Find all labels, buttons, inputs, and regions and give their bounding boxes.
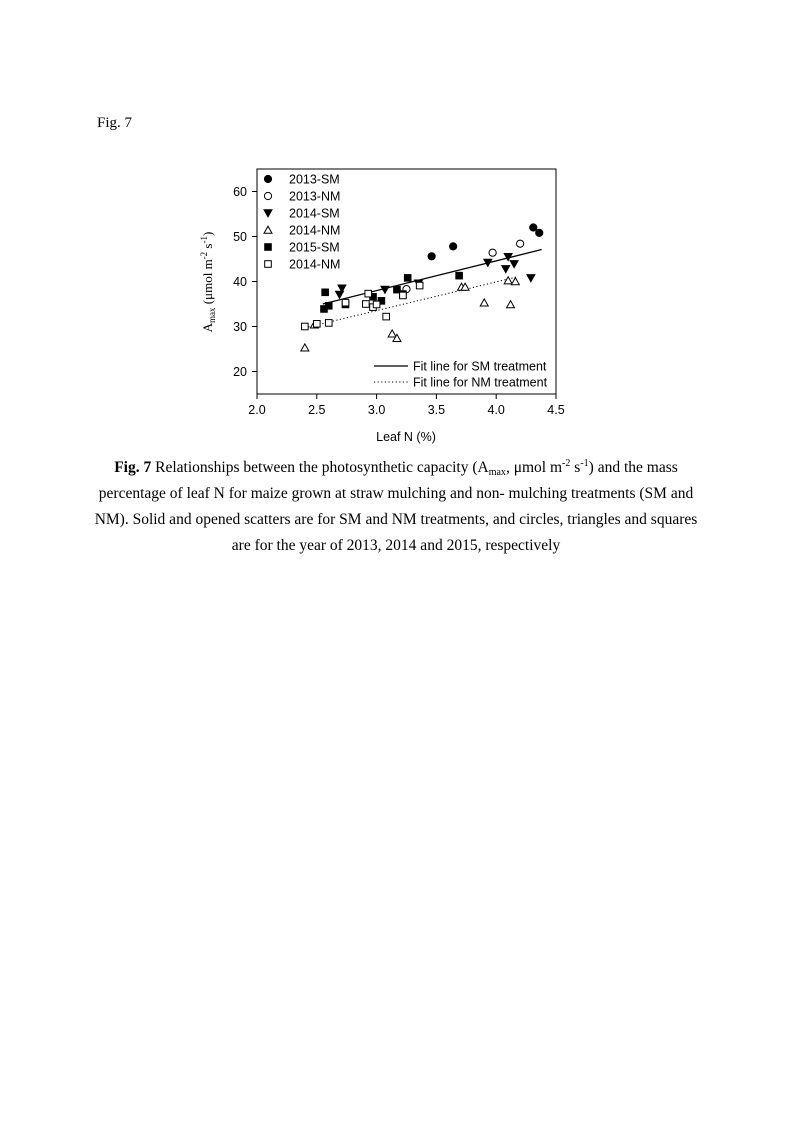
x-tick-label: 3.5 [427,403,446,417]
caption-sup-2: -1 [580,458,589,469]
legend-fit-label: Fit line for SM treatment [413,359,547,374]
y-axis-label-part: s [200,243,215,252]
figure-caption [90,455,702,559]
data-point [507,301,515,308]
legend-fit-label: Fit line for NM treatment [413,375,548,390]
y-tick-label: 40 [233,275,247,289]
legend-label: 2013-SM [289,172,340,187]
data-point [322,289,329,296]
legend-marker [265,244,272,251]
data-point [502,266,510,273]
data-point [416,282,423,289]
legend-marker [265,261,272,268]
y-axis-label-part: max [207,307,217,323]
data-point [404,275,411,282]
caption-text-3: s [570,459,581,476]
legend-marker [264,226,272,233]
data-point [325,303,332,310]
data-point [511,278,519,285]
data-point [530,224,537,231]
caption-text-4: ) and the mass percentage of leaf N for maize grown at straw mulching and non- mulching treatments (SM and NM). Solid and opened scatters are for SM and NM treatments, and circles, triangles and squares are for the year of 2013, 2014 and 2015, respectively [94,459,698,554]
data-point [536,229,543,236]
y-tick-label: 30 [233,320,247,334]
legend-label: 2013-NM [289,189,341,204]
caption-sub: max [488,467,506,478]
y-axis-label-part: ) [200,231,215,236]
data-point [489,249,496,256]
data-point [365,290,372,297]
x-tick-label: 2.5 [308,403,326,417]
legend-label: 2014-NM [289,257,341,272]
legend-marker [264,175,271,182]
figure-label: Fig. 7 [97,115,133,131]
y-axis-label-part: (μmol m [200,259,215,308]
caption-sup-1: -2 [562,458,571,469]
data-point [428,253,435,260]
data-point [301,344,309,351]
y-axis-label [199,232,217,333]
x-tick-label: 2.0 [248,403,266,417]
y-tick-label: 20 [233,365,247,379]
legend-marker [264,210,272,217]
legend-label: 2015-SM [289,240,340,255]
y-axis-label-part: -2 [199,251,209,260]
legend-marker [264,192,271,199]
x-tick-label: 3.0 [367,403,386,417]
x-axis-label: Leaf N (%) [376,430,436,444]
data-point [314,321,321,328]
y-tick-label: 50 [233,230,247,244]
caption-text-2: , μmol m [505,459,563,476]
x-tick-label: 4.0 [487,403,505,417]
caption-bold-label: Fig. 7 [114,459,152,476]
y-axis-label-part: -1 [199,236,209,244]
data-point [504,277,512,284]
data-point [383,313,390,320]
caption-text-1: Relationships between the photosynthetic capacity (A [151,459,489,476]
data-point [510,261,518,268]
legend-label: 2014-SM [289,206,340,221]
data-point [517,240,524,247]
legend-label: 2014-NM [289,223,341,238]
data-point [480,299,488,306]
data-point [363,301,370,308]
data-point [373,301,380,308]
data-point [527,275,535,282]
scatter-chart [0,0,793,450]
data-point [400,292,407,299]
data-point [302,323,309,330]
y-axis-label-part: A [200,322,215,333]
x-tick-label: 4.5 [547,403,565,417]
data-point [456,272,463,279]
data-point [388,330,396,337]
data-point [342,299,349,306]
data-point [450,243,457,250]
y-tick-label: 60 [233,185,247,199]
data-point [325,320,332,327]
